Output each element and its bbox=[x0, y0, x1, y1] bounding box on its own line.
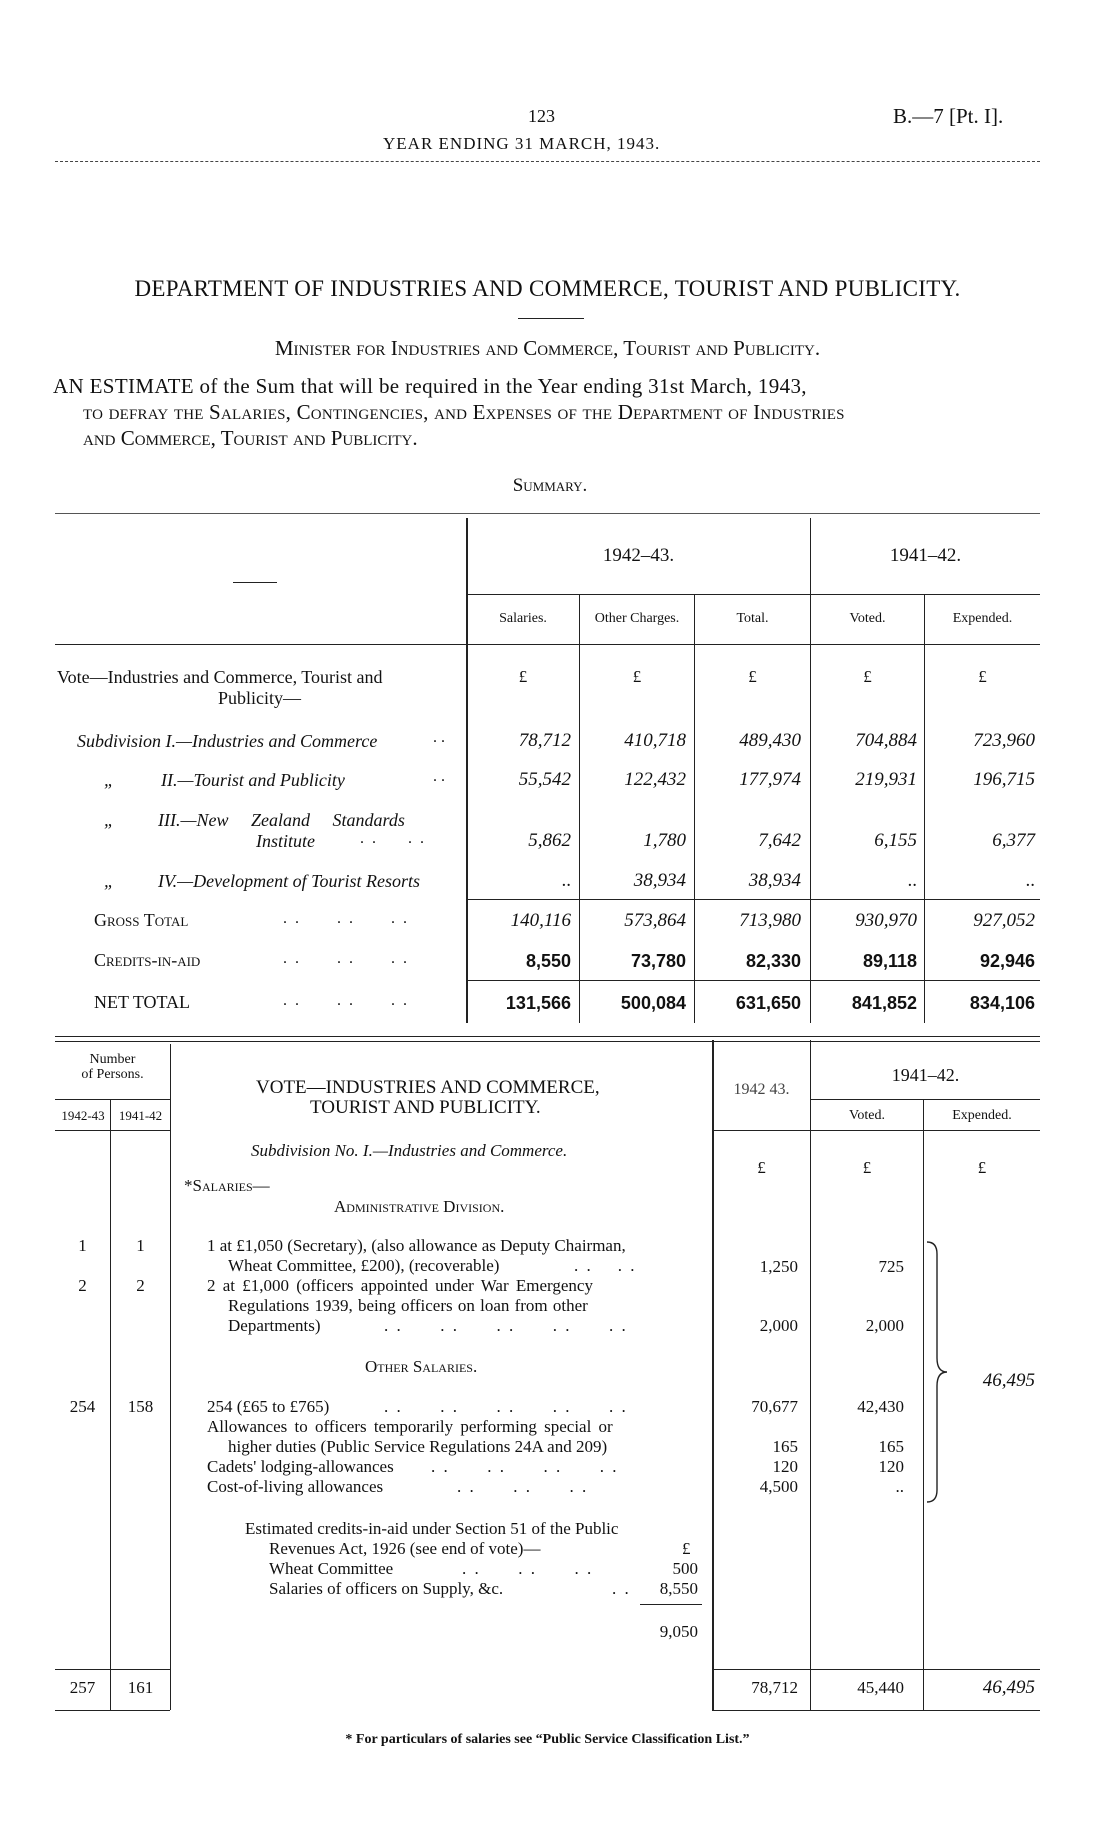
pound-sign: £ bbox=[862, 1158, 872, 1177]
cell: 92,946 bbox=[979, 951, 1035, 971]
pound-sign: £ bbox=[748, 667, 757, 686]
cell: 927,052 bbox=[973, 910, 1035, 931]
cell: 196,715 bbox=[973, 769, 1035, 790]
vote-line-1: Vote—Industries and Commerce, Tourist and bbox=[57, 667, 383, 687]
title-rule bbox=[518, 318, 584, 319]
total-expended: 46,495 bbox=[982, 1677, 1035, 1698]
expended-bracket-value: 46,495 bbox=[982, 1370, 1035, 1391]
cell: 89,118 bbox=[862, 951, 917, 971]
summary-bottom-rule bbox=[55, 1036, 1040, 1037]
total-voted: 45,440 bbox=[857, 1678, 904, 1697]
cell: 38,934 bbox=[633, 870, 686, 891]
cell: 219,931 bbox=[855, 769, 917, 790]
vote-year-b: 1941–42. bbox=[891, 1065, 960, 1085]
summary-row-label-2: Institute bbox=[256, 831, 315, 851]
cell: 7,642 bbox=[758, 830, 801, 851]
summary-row-label: IV.—Development of Tourist Resorts bbox=[158, 871, 421, 891]
cell: 1,780 bbox=[643, 830, 686, 851]
cell: 70,677 bbox=[751, 1397, 798, 1416]
pound-sign: £ bbox=[757, 1158, 766, 1177]
credit-item-label: Wheat Committee bbox=[269, 1559, 394, 1578]
pound-sign: £ bbox=[518, 667, 528, 686]
persons-1941: 158 bbox=[127, 1397, 154, 1416]
persons-1942: 254 bbox=[69, 1397, 96, 1416]
item-line: Departments) bbox=[228, 1316, 321, 1335]
item-line: Cadets' lodging-allowances bbox=[207, 1457, 394, 1476]
cell: 78,712 bbox=[518, 730, 571, 751]
net-total-label: NET TOTAL bbox=[94, 992, 191, 1012]
pound-sign: £ bbox=[682, 1539, 691, 1558]
col-salaries: Salaries. bbox=[499, 611, 547, 626]
cell: 120 bbox=[772, 1457, 798, 1476]
cell: 6,377 bbox=[992, 830, 1035, 851]
cell: 131,566 bbox=[505, 993, 571, 1013]
persons-1941: 1 bbox=[136, 1236, 145, 1255]
summary-row-label: Subdivision I.—Industries and Commerce bbox=[77, 731, 378, 751]
item-line: Regulations 1939, being officers on loan from other bbox=[228, 1296, 588, 1315]
item-line: higher duties (Public Service Regulations 24A and 209) bbox=[228, 1437, 608, 1456]
col-voted: Voted. bbox=[849, 611, 886, 626]
pound-sign: £ bbox=[978, 667, 987, 686]
admin-division-heading: Administrative Division. bbox=[334, 1197, 505, 1216]
cell: 165 bbox=[878, 1437, 904, 1456]
cell: 82,330 bbox=[745, 951, 801, 971]
cell: 122,432 bbox=[624, 769, 686, 790]
item-line: 2 at £1,000 (officers appointed under War Emergency bbox=[207, 1276, 593, 1295]
minister-line: Minister for Industries and Commerce, Tourist and Publicity. bbox=[274, 336, 821, 360]
cell: 631,650 bbox=[735, 993, 801, 1013]
summary-row-label: II.—Tourist and Publicity bbox=[161, 770, 345, 790]
cell: 500,084 bbox=[620, 993, 686, 1013]
estimate-line-1: AN ESTIMATE of the Sum that will be required in the Year ending 31st March, 1943, bbox=[53, 374, 807, 398]
item-line: Cost-of-living allowances bbox=[207, 1477, 384, 1496]
page-reference: B.—7 [Pt. I]. bbox=[893, 104, 1004, 128]
gross-total-label: Gross Total bbox=[94, 910, 189, 930]
other-salaries-heading: Other Salaries. bbox=[365, 1357, 478, 1376]
col-total: Total. bbox=[736, 611, 769, 626]
cell: 834,106 bbox=[969, 993, 1035, 1013]
cell: 2,000 bbox=[759, 1316, 798, 1335]
cell: 5,862 bbox=[528, 830, 571, 851]
header-rule bbox=[55, 161, 1040, 162]
pound-sign: £ bbox=[632, 667, 642, 686]
credits-line-2: Revenues Act, 1926 (see end of vote)— bbox=[269, 1539, 541, 1558]
credits-line-1: Estimated credits-in-aid under Section 51 of the Public bbox=[245, 1519, 619, 1538]
pound-sign: £ bbox=[977, 1158, 987, 1177]
subdivision-heading: Subdivision No. I.—Industries and Commerce. bbox=[251, 1141, 568, 1160]
credit-item-label: Salaries of officers on Supply, &c. bbox=[269, 1579, 504, 1598]
persons-1942: 1 bbox=[78, 1236, 87, 1255]
item-line: 254 (£65 to £765) bbox=[207, 1397, 330, 1416]
persons-1942: 2 bbox=[78, 1276, 87, 1295]
summary-top-rule bbox=[55, 513, 1040, 514]
cell: 723,960 bbox=[973, 730, 1035, 751]
vote-year-a: 1942 43. bbox=[733, 1081, 790, 1098]
ditto-mark: „ bbox=[104, 871, 115, 891]
ditto-mark: „ bbox=[104, 770, 115, 790]
credits-in-aid-label: Credits-in-aid bbox=[94, 950, 201, 970]
total-persons-1941: 161 bbox=[127, 1678, 154, 1697]
cell: 177,974 bbox=[739, 769, 801, 790]
vote-title-1: VOTE—INDUSTRIES AND COMMERCE, bbox=[256, 1077, 600, 1098]
vote-col-voted: Voted. bbox=[849, 1108, 885, 1123]
total-1942-43: 78,712 bbox=[751, 1678, 798, 1697]
cell: 725 bbox=[878, 1257, 904, 1276]
summary-year-b: 1941–42. bbox=[889, 545, 962, 566]
cell: 8,550 bbox=[525, 951, 571, 971]
ditto-mark: „ bbox=[104, 810, 115, 830]
cell: 410,718 bbox=[624, 730, 686, 751]
summary-row-label: III.—New Zealand Standards bbox=[158, 810, 405, 830]
cell: 165 bbox=[772, 1437, 798, 1456]
cell: 6,155 bbox=[874, 830, 917, 851]
vote-title-2: TOURIST AND PUBLICITY. bbox=[310, 1097, 541, 1118]
cell: 930,970 bbox=[855, 910, 917, 931]
credits-total: 9,050 bbox=[659, 1622, 698, 1641]
col-expended: Expended. bbox=[952, 611, 1013, 626]
persons-1941: 2 bbox=[136, 1276, 145, 1295]
cell: 704,884 bbox=[855, 730, 917, 751]
salaries-heading: *Salaries— bbox=[184, 1176, 270, 1195]
cell: .. bbox=[561, 870, 571, 891]
cell: 4,500 bbox=[759, 1477, 798, 1496]
cell: 573,864 bbox=[624, 910, 686, 931]
department-title: DEPARTMENT OF INDUSTRIES AND COMMERCE, TOURIST AND PUBLICITY. bbox=[134, 276, 961, 301]
item-line: Allowances to officers temporarily performing special or bbox=[207, 1417, 613, 1436]
credit-item-value: 500 bbox=[672, 1559, 698, 1578]
cell: .. bbox=[1025, 870, 1035, 891]
summary-year-a: 1942–43. bbox=[602, 545, 675, 566]
vote-line-2: Publicity— bbox=[218, 688, 302, 708]
cell: 140,116 bbox=[510, 910, 571, 931]
summary-header-rule bbox=[55, 644, 1040, 645]
credit-item-value: 8,550 bbox=[659, 1579, 698, 1598]
page-subtitle: YEAR ENDING 31 MARCH, 1943. bbox=[383, 134, 661, 153]
col-1941-42: 1941-42 bbox=[118, 1108, 163, 1123]
cell: 489,430 bbox=[739, 730, 801, 751]
total-persons-1942: 257 bbox=[69, 1678, 96, 1697]
item-line: 1 at £1,050 (Secretary), (also allowance as Deputy Chairman, bbox=[207, 1236, 626, 1255]
estimate-line-3: and Commerce, Tourist and Publicity. bbox=[83, 426, 418, 450]
vote-col-expended: Expended. bbox=[952, 1108, 1012, 1123]
cell: 38,934 bbox=[748, 870, 801, 891]
item-line: Wheat Committee, £200), (recoverable) bbox=[228, 1256, 500, 1275]
cell: 120 bbox=[878, 1457, 904, 1476]
col-1942-43: 1942-43 bbox=[61, 1108, 105, 1123]
cell: 55,542 bbox=[518, 769, 571, 790]
cell: 1,250 bbox=[759, 1257, 798, 1276]
page-number: 123 bbox=[528, 106, 555, 126]
num-persons-heading: Number of Persons. bbox=[81, 1052, 144, 1082]
col-other-charges: Other Charges. bbox=[594, 611, 680, 626]
cell: .. bbox=[895, 1477, 904, 1496]
pound-sign: £ bbox=[863, 667, 872, 686]
cell: 841,852 bbox=[851, 993, 917, 1013]
cell: 73,780 bbox=[630, 951, 686, 971]
cell: 2,000 bbox=[865, 1316, 904, 1335]
cell: 42,430 bbox=[857, 1397, 904, 1416]
cell: .. bbox=[907, 870, 917, 891]
cell: 713,980 bbox=[739, 910, 801, 931]
footnote: * For particulars of salaries see “Public Service Classification List.” bbox=[345, 1732, 750, 1747]
estimate-line-2: to defray the Salaries, Contingencies, and Expenses of the Department of Industries bbox=[83, 400, 845, 424]
summary-heading: Summary. bbox=[512, 475, 588, 496]
